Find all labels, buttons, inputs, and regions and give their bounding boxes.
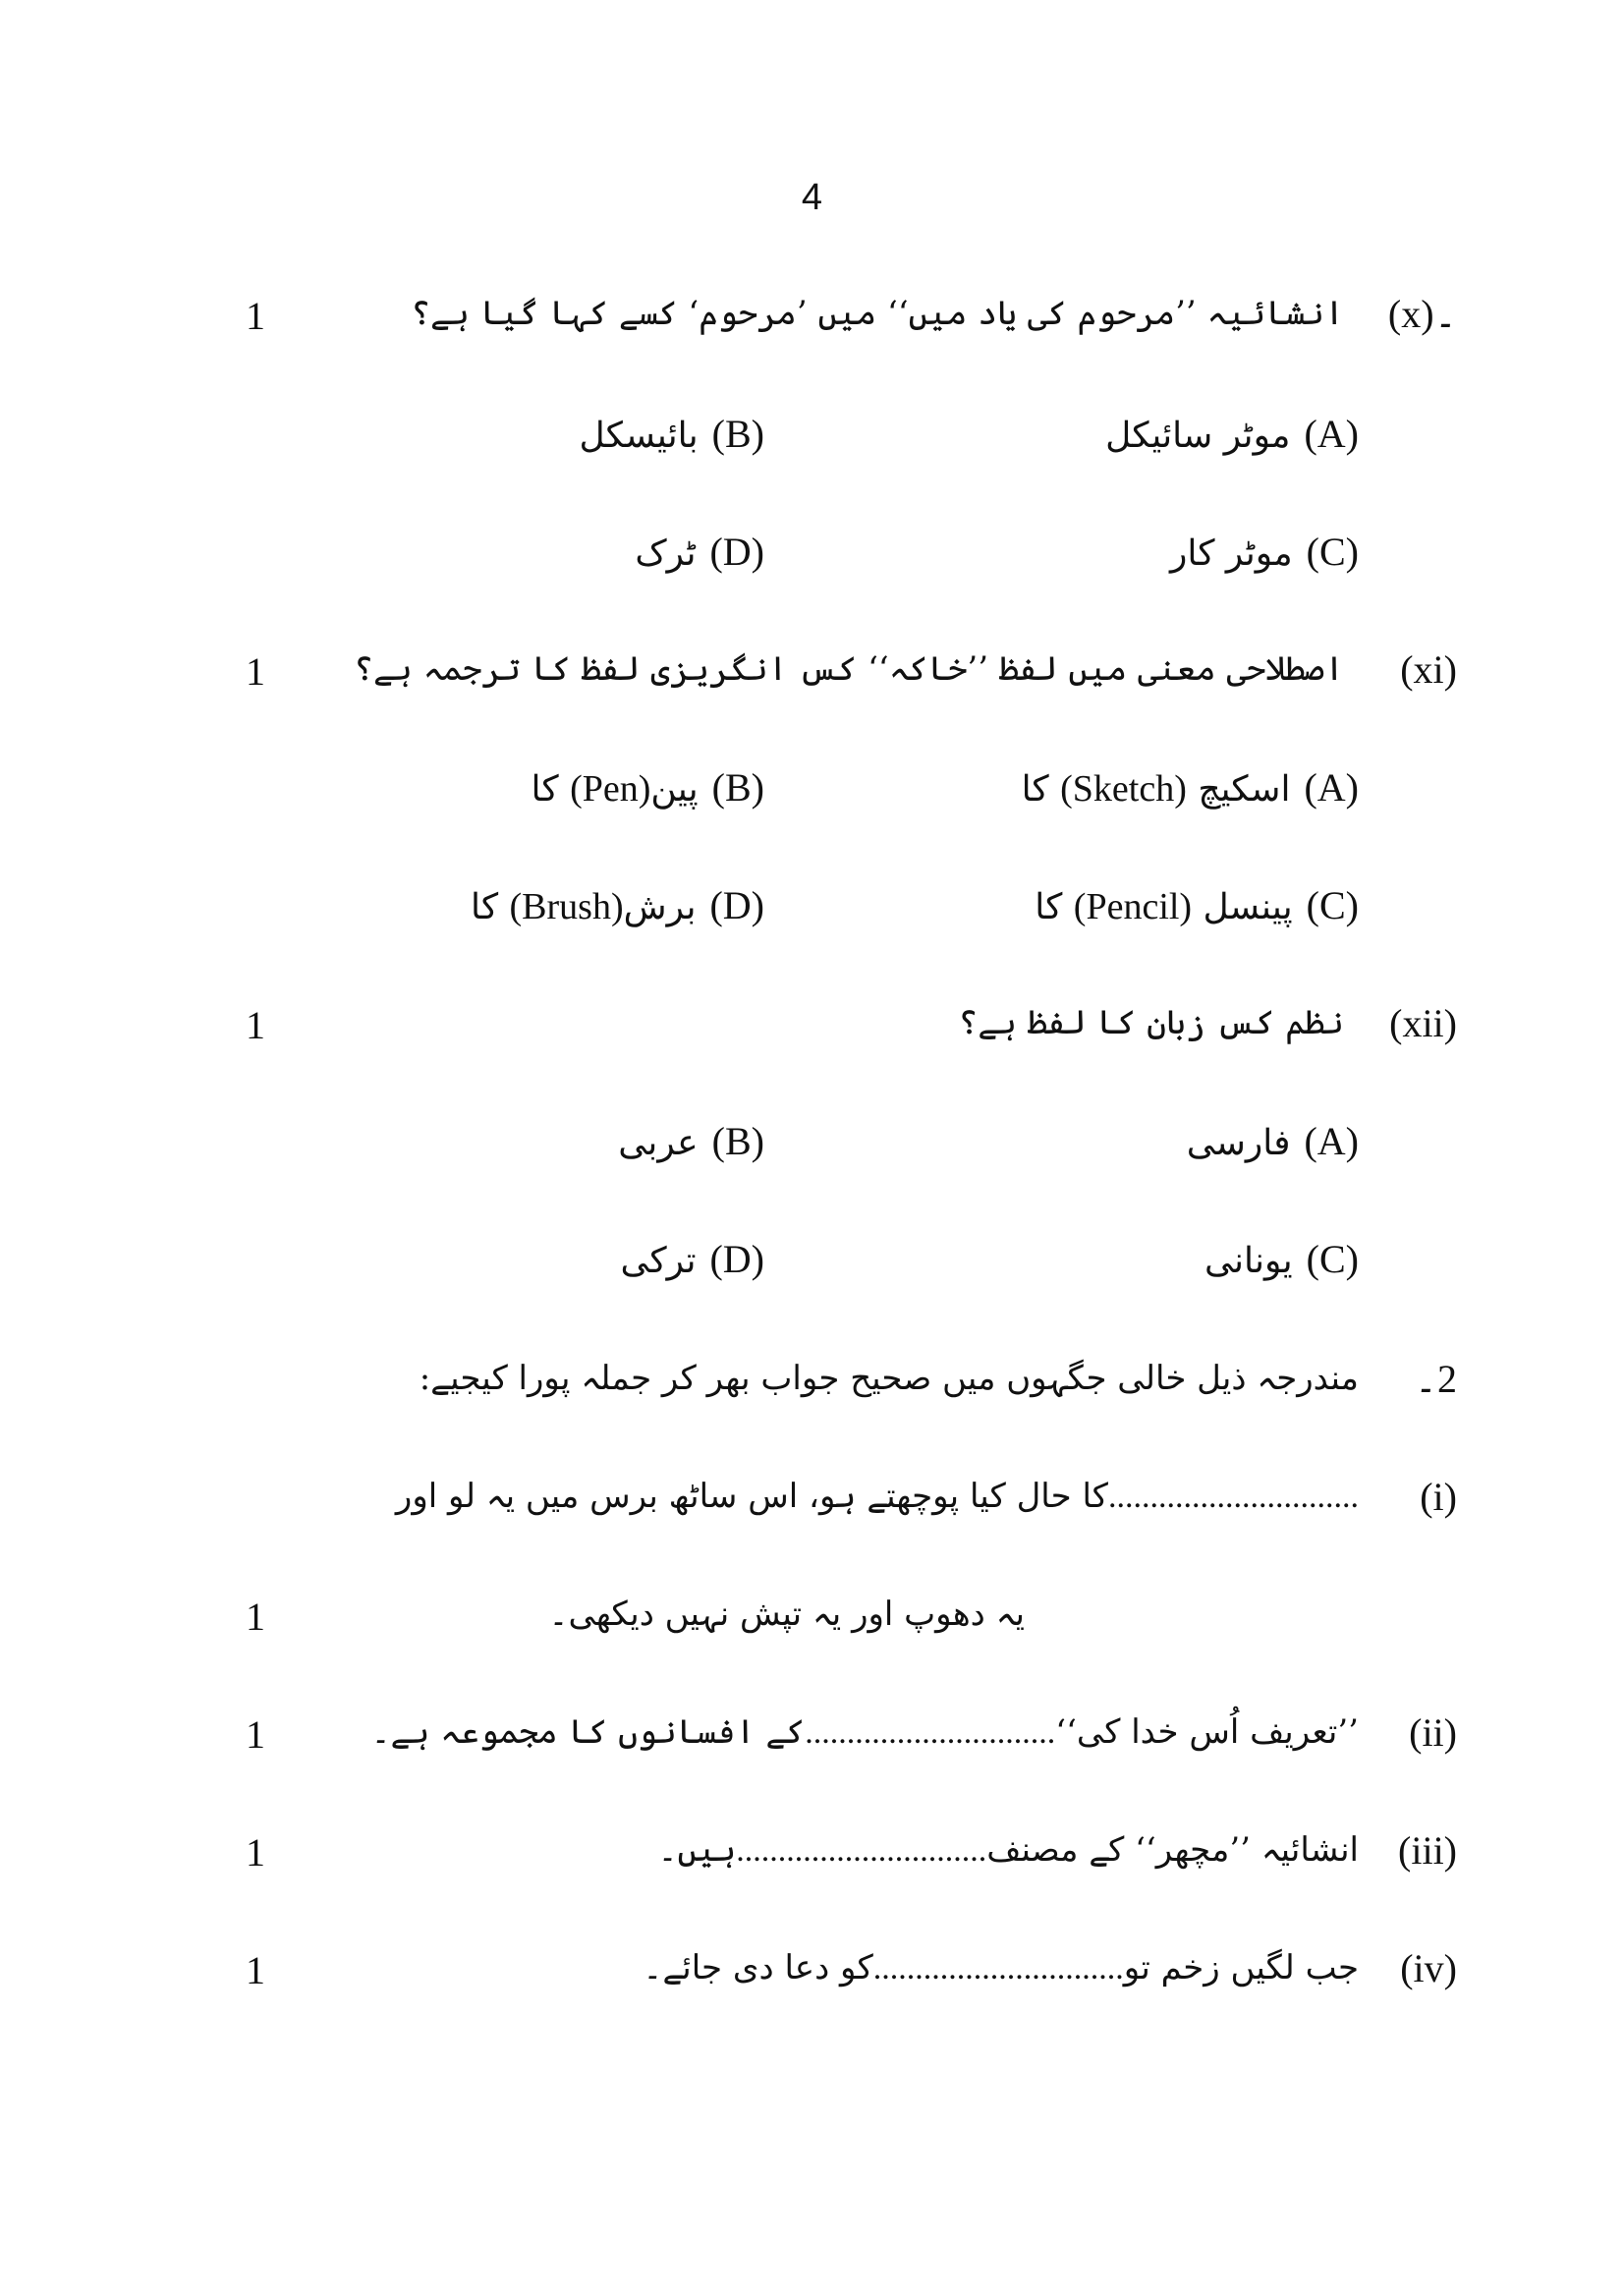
- option-xi-c: [1035, 882, 1359, 928]
- question-text-xi: اصطلاحی معنی میں لفظ ’’خاکہ‘‘ کس انگریزی لفظ کا ترجمہ ہے؟: [354, 649, 1344, 689]
- option-label: (A): [1304, 1119, 1359, 1163]
- option-x-c: [1170, 529, 1359, 575]
- option-label: (A): [1304, 765, 1359, 810]
- marks-fill-iv: 1: [246, 1948, 265, 1992]
- option-english: (Brush): [509, 886, 624, 927]
- fill-text-ii: [371, 1711, 1359, 1752]
- option-text: ٹرک: [635, 533, 697, 574]
- fill-text-i-line2: یہ دھوپ اور یہ تپش نہیں دیکھی۔: [548, 1595, 1025, 1634]
- option-x-a: [1105, 411, 1359, 457]
- option-text: موٹر سائیکل: [1105, 416, 1291, 456]
- option-x-b: [580, 411, 764, 457]
- option-suffix: کا: [1021, 769, 1049, 810]
- option-text: ترکی: [620, 1241, 697, 1281]
- option-suffix: کا: [531, 769, 559, 810]
- option-english: (Sketch): [1060, 768, 1187, 810]
- marks-fill-ii: 1: [246, 1712, 265, 1757]
- marks-q-xi: 1: [246, 649, 265, 694]
- option-xi-a: [1022, 764, 1359, 811]
- question-text-x: انشائیہ ’’مرحوم کی یاد میں‘‘ میں ’مرحوم‘ کسے کہا گیا ہے؟: [411, 294, 1344, 333]
- fill-number-iv: (iv): [1400, 1946, 1457, 1990]
- option-suffix: کا: [470, 887, 499, 927]
- option-xii-b: [618, 1118, 764, 1164]
- marks-fill-i: 1: [246, 1595, 265, 1639]
- option-label: (D): [709, 530, 764, 574]
- question-text-xii: نظم کس زبان کا لفظ ہے؟: [958, 1003, 1344, 1042]
- option-x-d: [635, 529, 764, 575]
- option-xi-b: [532, 764, 765, 811]
- option-text: بائیسکل: [579, 416, 699, 456]
- fill-text-iv: [643, 1947, 1359, 1987]
- option-xii-a: [1187, 1118, 1359, 1164]
- fill-number-ii: (ii): [1409, 1710, 1457, 1755]
- question-number-xii: (xii): [1389, 1001, 1457, 1045]
- option-xi-d: [471, 882, 764, 928]
- fill-blank: ..............................: [805, 1714, 1056, 1751]
- fill-text-before: جب لگیں زخم تو: [1123, 1948, 1359, 1987]
- fill-text-after: کو دعا دی جائے۔: [643, 1948, 873, 1987]
- option-label: (D): [709, 883, 764, 927]
- option-xii-c: [1204, 1236, 1359, 1282]
- option-suffix: کا: [1035, 887, 1063, 927]
- option-text: فارسی: [1186, 1123, 1291, 1163]
- fill-text-i-line1: [396, 1476, 1359, 1516]
- fill-text-after: کا حال کیا پوچھتے ہو، اس ساٹھ برس میں یہ لو اور: [395, 1477, 1108, 1516]
- option-text: پین: [650, 769, 699, 810]
- fill-text-after: ہیں۔: [657, 1830, 737, 1870]
- option-english: (Pencil): [1073, 886, 1193, 927]
- fill-text-before: ’’تعریف اُس خدا کی‘‘: [1055, 1712, 1359, 1752]
- fill-text-before: انشائیہ ’’مچھر‘‘ کے مصنف: [986, 1830, 1359, 1870]
- option-text: یونانی: [1204, 1241, 1293, 1281]
- section-number: 2۔: [1414, 1357, 1457, 1401]
- option-text: برش: [623, 887, 697, 927]
- marks-q-x: 1: [246, 294, 265, 338]
- option-label: (B): [711, 765, 764, 810]
- option-xii-d: [620, 1236, 764, 1282]
- option-text: عربی: [618, 1123, 699, 1163]
- option-text: موٹر کار: [1169, 533, 1293, 574]
- option-label: (C): [1306, 1237, 1359, 1281]
- page-number: 4: [801, 177, 823, 218]
- fill-blank: ..............................: [1108, 1479, 1359, 1515]
- option-label: (B): [711, 412, 764, 456]
- question-number-xi: (xi): [1400, 647, 1457, 692]
- fill-text-after: کے افسانوں کا مجموعہ ہے۔: [370, 1712, 806, 1752]
- option-label: (A): [1304, 412, 1359, 456]
- option-label: (C): [1306, 883, 1359, 927]
- fill-number-iii: (iii): [1398, 1828, 1457, 1873]
- option-label: (D): [709, 1237, 764, 1281]
- marks-fill-iii: 1: [246, 1830, 265, 1875]
- option-label: (B): [711, 1119, 764, 1163]
- option-label: (C): [1306, 530, 1359, 574]
- marks-q-xii: 1: [246, 1003, 265, 1047]
- question-number-x: (x)۔: [1387, 292, 1457, 336]
- option-text: پینسل: [1203, 887, 1293, 927]
- fill-number-i: (i): [1420, 1475, 1457, 1519]
- option-text: اسکیچ: [1198, 769, 1291, 810]
- section-instruction: مندرجہ ذیل خالی جگہوں میں صحیح جواب بھر کر جملہ پورا کیجیے:: [419, 1359, 1359, 1398]
- fill-text-iii: [658, 1829, 1359, 1870]
- option-english: (Pen): [570, 768, 651, 810]
- fill-blank: ..............................: [736, 1832, 987, 1869]
- fill-blank: ..............................: [872, 1950, 1124, 1987]
